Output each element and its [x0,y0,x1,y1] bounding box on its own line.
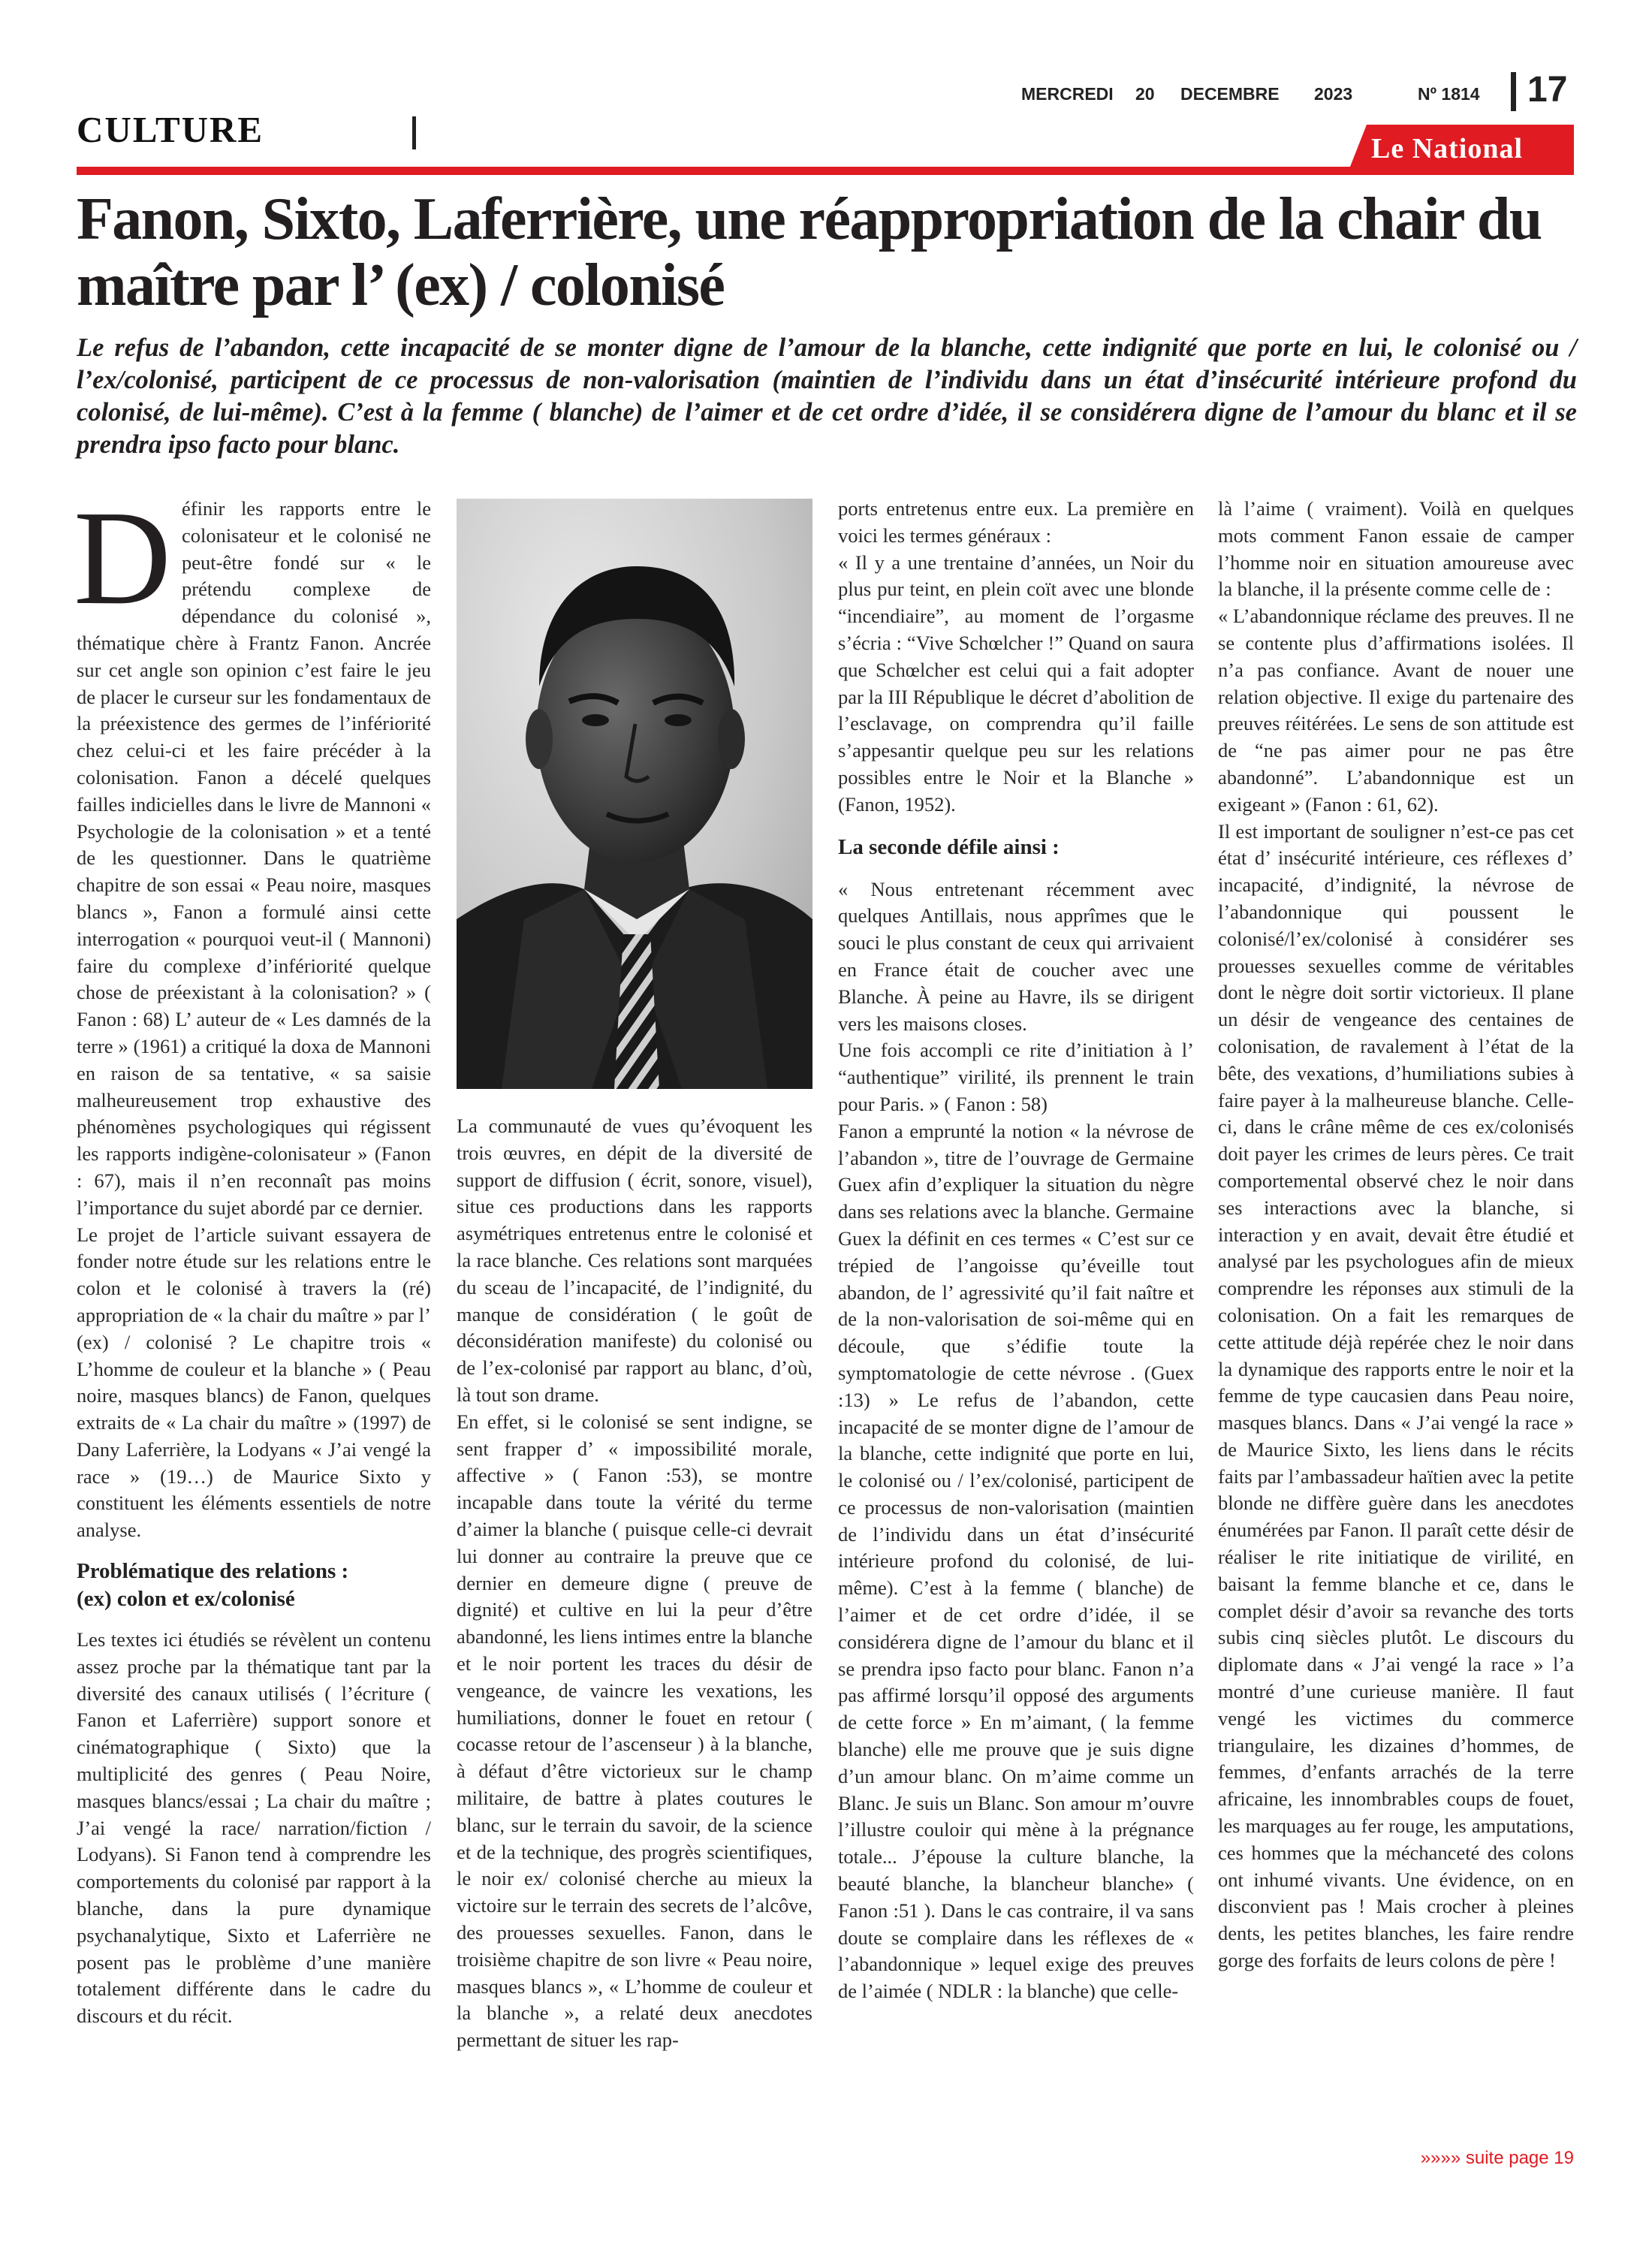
paragraph: Le projet de l’article suivant essayera de fonder notre étude sur les relations entre le colon et le colonisé à travers la (ré) appropriation de « la chair du maître » par l’ (ex) / colonisé ? Le chapitre trois « L’homme de couleur et la blanche » ( Peau noire, masques blancs) de Fanon, quelques extraits de « La chair du maître » (1997) de Dany Laferrière, la Lodyans « J’ai vengé la race » (19…) de Maurice Sixto y constituent les éléments essentiels de notre analyse. [77,1223,431,1542]
subheading-line: Problématique des relations : [77,1559,349,1584]
date-weekday: MERCREDI [1021,84,1114,104]
article-column-4 [1218,496,1574,1974]
article-column-3 [838,496,1194,2005]
date-month: DECEMBRE [1180,84,1280,104]
article-column-2 [457,1113,812,2054]
paragraph: La communauté de vues qu’évoquent les trois œuvres, en dépit de la diversité de support de diffusion ( écrit, sonore, visuel), situe ces productions dans les rapports asymétriques entretenus entre le colonisé et la race blanche. Ces relations sont marquées du sceau de l’incapacité, de l’indignité, du manque de considération ( le goût de déconsidération manifeste) du colonisé ou de l’ex-colonisé par rapport au blanc, d’où, là tout son drame. [457,1114,812,1406]
article-deck: Le refus de l’abandon, cette incapacité de se monter digne de l’amour de la blanche, cette indignité que porte en lui, le colonisé ou / l’ex/colonisé, participent de ce processus de non-valorisation (maintien de l’individu dans un état d’insécurité intérieure profond du colonisé, de lui-même). C’est à la femme ( blanche) de l’aimer et de cet ordre d’idée, il se considérera digne de l’amour du blanc et il se prendra ipso facto pour blanc. [77,333,1577,459]
header-rule [77,167,1574,175]
author-portrait-photo [457,499,812,1089]
quote-paragraph: Une fois accompli ce rite d’initiation à l’ “authentique” virilité, ils prennent le train pour Paris. » ( Fanon : 58) [838,1039,1194,1115]
subheading-line: (ex) colon et ex/colonisé [77,1587,295,1612]
paragraph: En effet, si le colonisé se sent indigne, se sent frapper d’ « impossibilité morale, affective » ( Fanon :53), se montre incapable dans toute la vérité du terme d’aimer la blanche ( puisque celle-ci devrait lui donner au contraire la preuve que ce dernier en demeure digne ( preuve de dignité) et cultive en lui la peur d’être abandonné, les liens intimes entre la blanche et le noir portent les traces du désir de vengeance, de vaincre les vexations, les humiliations, donner le fouet en retour ( cocasse retour de l’ascenseur ) à la blanche, à défaut d’être victorieux sur le champ militaire, de battre à plates coutures le blanc, sur le terrain du savoir, de la science et de la technique, des progrès scientifiques, le noir ex/ colonisé cherche au mieux la victoire sur le terrain des secrets de l’alcôve, des prouesses sexuelles. Fanon, dans le troisième chapitre de son livre « Peau noire, masques blancs », « L’homme de couleur et la blanche », a relaté deux anecdotes permettant de situer les rap- [457,1410,812,2052]
page-number: 17 [1527,70,1568,110]
paragraph: là l’aime ( vraiment). Voilà en quelques mots comment Fanon essaie de camper l’homme noir en situation amoureuse avec la blanche, il la présente comme celle de : [1218,497,1574,601]
issue-number: Nº 1814 [1418,84,1480,104]
paragraph: Les textes ici étudiés se révèlent un contenu assez proche par la thématique tant par la diversité des canaux utilisés ( l’écriture ( Fanon et Laferrière) support sonore et cinématographique ( Sixto) que la multiplicité des genres ( Peau Noire, masques blancs/essai ; La chair du maître ; J’ai vengé la race/ narration/fiction / Lodyans). Si Fanon tend à comprendre les comportements du colonisé par rapport à la blanche, dans la pure dynamique psychanalytique, Sixto et Laferrière ne posent pas le problème d’une manière totalement différente dans le cadre du discours et du récit. [77,1628,431,2028]
paragraph: ports entretenus entre eux. La première en voici les termes généraux : [838,497,1194,547]
paragraph: Il est important de souligner n’est-ce pas cet état d’ insécurité intérieure, ces réflexes d’ incapacité, d’indignité, la névrose de l’abandonnique qui poussent le colonisé/l’ex/colonisé à considérer ses prouesses sexuelles comme de véritables dont le nègre doit sortir victorieux. Il plane un désir de vengeance des centaines de colonisation, de ravalement à l’état de la bête, des vexations, d’humiliations subies à faire payer à la malheureuse blanche. Celle-ci, dans le crâne même de ces ex/colonisés doit payer les crimes de leurs pères. Ce trait comportemental observé chez le noir dans ses interactions avec la blanche, si interaction y en avait, devait être étudié et analysé par les psychologues afin de mieux comprendre les réponses aux stimuli de la colonisation. On a fait les remarques de cette attitude déjà repérée chez le noir dans la dynamique des rapports entre le noir et la femme de type caucasien dans Peau noire, masques blancs. Dans « J’ai vengé la race » de Maurice Sixto, les liens dans le récits faits par l’ambassadeur haïtien avec la petite blonde ne diffère guère dans les anecdotes énumérées par Fanon. Il paraît cette désir de réaliser le rite initiatique de virilité, en baisant la femme blanche et ce, dans le complet désir d’avoir sa revanche des torts subis cinq siècles plutôt. Le discours du diplomate dans « J’ai vengé la race » l’a montré d’une curieuse manière. Il faut vengé les victimes du commerce triangulaire, les dizaines d’hommes, de femmes, d’enfants arrachés de la terre africaine, les innombrables coups de fouet, les marquages au fer rouge, les amputations, ces hommes que la méchanceté des colons ont inhumé vivants. Une évidence, on en disconvient pas ! Mais crocher à pleines dents, les petites blanches, les faire rendre gorge des forfaits de leurs colons de père ! [1218,819,1574,1972]
quote-paragraph: « Il y a une trentaine d’années, un Noir du plus pur teint, en plein coït avec une blonde “incendiaire”, au moment de l’orgasme s’écria : “Vive Schœlcher !” Quand on saura que Schœlcher est celui qui a fait adopter par la III République le décret d’abolition de l’esclavage, on comprendra qu’il faille s’appesantir quelque peu sur les relations possibles entre le Noir et la Blanche » (Fanon, 1952). [838,550,1194,816]
paragraph: Fanon a emprunté la notion « la névrose de l’abandon », titre de l’ouvrage de Germaine Guex afin d’expliquer la situation du nègre dans ses relations avec la blanche. Germaine Guex la définit en ces termes « C’est sur ce trépied de l’angoisse qu’éveille tout abandon, de l’ agressivité qu’il fait naître et de la non-valorisation de soi-même qui en découle, que s’édifie toute la symptomatologie de cette névrose . (Guex :13) » Le refus de l’abandon, cette incapacité de se monter digne de l’amour de la blanche, cette indignité que porte en lui, le colonisé ou / l’ex/colonisé, participent de ce processus de non-valorisation (maintien de l’individu dans un état d’insécurité intérieure profond du colonisé, de lui-même). C’est à la femme ( blanche) de l’aimer et de cet ordre d’idée, il se considérera digne de l’amour du blanc et il se prendra ipso facto pour blanc. Fanon n’a pas affirmé lorsqu’il opposé des arguments de cette force » En m’aimant, ( la femme blanche) elle me prouve que je suis digne d’un amour blanc. On m’aime comme un Blanc. Je suis un Blanc. Son amour m’ouvre l’illustre couloir qui mène à la prégnance totale... J’épouse la culture blanche, la beauté blanche, la blancheur blanche» ( Fanon :51 ). Dans le cas contraire, il va sans doute se complaire dans les réflexes de « l’abandonnique » lequel exige des preuves de l’aimée ( NDLR : la blanche) que celle- [838,1119,1194,2003]
paragraph: éfinir les rapports entre le colonisateur et le colonisé ne peut-être fondé sur « le prétendu complexe de dépendance du colonisé », thématique chère à Frantz Fanon. Ancrée sur cet angle son opinion c’est faire le jeu de placer le curseur sur les fondamentaux de la préexistence des germes de l’infériorité chez celui-ci et les faire précéder à la colonisation. Fanon a décelé quelques failles indicielles dans le livre de Mannoni « Psychologie de la colonisation » et a tenté de les questionner. Dans le quatrième chapitre de son essai « Peau noire, masques blancs », Fanon a formulé ainsi cette interrogation « pourquoi veut-il ( Mannoni) faire du complexe d’infériorité quelque chose de préexistant à la colonisation? » ( Fanon : 68) L’ auteur de « Les damnés de la terre » (1961) a critiqué la doxa de Mannoni en raison de sa tentative, « sa saisie malheureusement trop exhaustive des phénomènes psychologiques qui régissent les rapports indigène-colonisateur » (Fanon : 67), mais il n’en reconnaît pas moins l’importance du sujet abordé par ce dernier. [77,497,431,1219]
subheading: La seconde défile ainsi : [838,834,1060,859]
section-label: CULTURE [77,109,264,150]
date-year: 2023 [1314,84,1353,104]
quote-paragraph: « Nous entretenant récemment avec quelques Antillais, nous apprîmes que le souci le plus constant de ceux qui arrivaient en France était de coucher avec une Blanche. À peine au Havre, ils se dirigent vers les maisons closes. [838,877,1194,1035]
drop-cap: D [74,483,171,632]
article-column-1 [74,483,431,2030]
quote-paragraph: « L’abandonnique réclame des preuves. Il ne se contente plus d’affirmations isolées. Il n’a pas confiance. Avant de nouer une relation objective. Il exige du partenaire des preuves réitérées. Le sens de son attitude est de “ne pas aimer pour ne pas être abandonné”. L’abandonnique est un exigeant » (Fanon : 61, 62). [1218,605,1574,816]
article-headline: Fanon, Sixto, Laferrière, une réappropriation de la chair du maître par l’ (ex) / colonisé [77,186,1542,318]
continued-on-page-link[interactable]: »»»» suite page 19 [1420,2148,1574,2168]
subheading [77,1558,431,1613]
page-number-divider [1511,72,1516,111]
section-divider [412,116,416,149]
date-day: 20 [1135,84,1155,104]
brand-name: Le National [1371,133,1524,164]
